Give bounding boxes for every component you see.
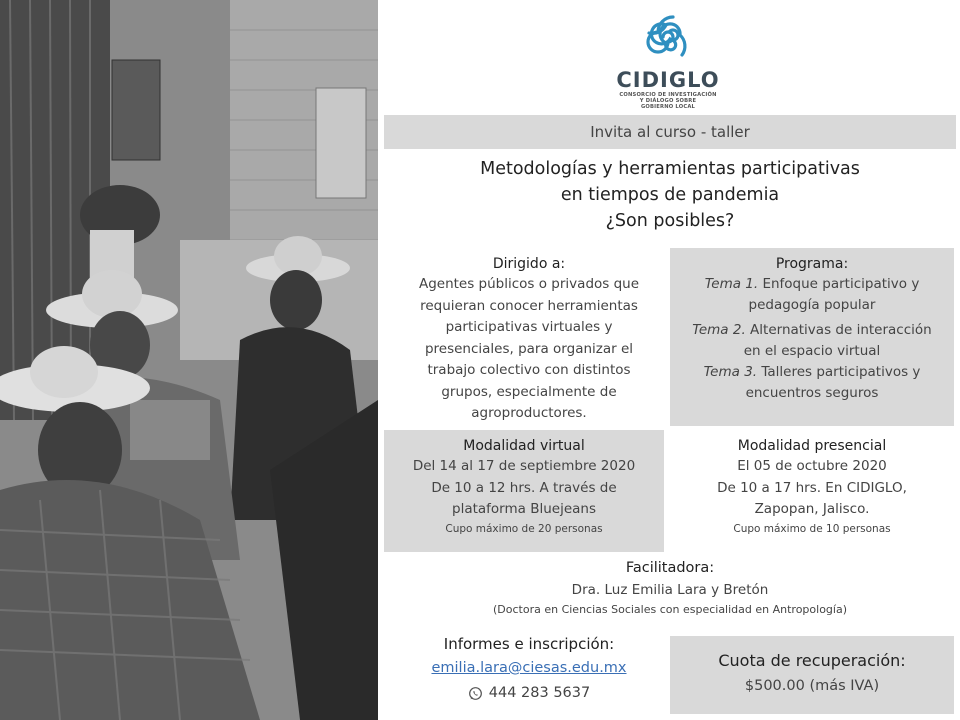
contact-section bbox=[398, 632, 660, 718]
audience-line: presenciales, para organizar el bbox=[424, 340, 634, 357]
fee-amount: $500.00 (más IVA) bbox=[744, 678, 880, 694]
audience-heading: Dirigido a: bbox=[492, 256, 566, 272]
audience-section bbox=[398, 250, 660, 425]
audience-line: Agentes públicos o privados que bbox=[418, 276, 640, 292]
in-person-capacity: Cupo máximo de 10 personas bbox=[733, 522, 891, 535]
in-person-location: Zapopan, Jalisco. bbox=[754, 501, 870, 517]
whatsapp-icon bbox=[468, 686, 483, 701]
topic-3-label: Tema 3. bbox=[703, 364, 758, 380]
logo-subtitle-2: Y DIÁLOGO SOBRE bbox=[639, 98, 697, 104]
workshop-photo bbox=[0, 0, 378, 720]
topic-1-text: Enfoque participativo y bbox=[758, 276, 920, 292]
virtual-platform: plataforma Bluejeans bbox=[452, 501, 596, 517]
virtual-hours: De 10 a 12 hrs. A través de bbox=[431, 479, 617, 496]
invitation-banner: Invita al curso - taller bbox=[384, 115, 956, 149]
title-line-3: ¿Son posibles? bbox=[605, 211, 735, 231]
topic-3 bbox=[670, 362, 954, 383]
course-title bbox=[384, 156, 956, 234]
topic-2-text: Alternativas de interacción bbox=[745, 322, 932, 338]
triskelion-logo-icon bbox=[638, 8, 698, 66]
contact-heading: Informes e inscripción: bbox=[443, 635, 615, 653]
facilitator-credentials: (Doctora en Ciencias Sociales con especialidad en Antropología) bbox=[492, 603, 847, 616]
photo-illustration bbox=[0, 0, 378, 720]
logo-subtitle-3: GOBIERNO LOCAL bbox=[640, 104, 696, 110]
title-line-2: en tiempos de pandemia bbox=[560, 185, 780, 205]
in-person-modality-section bbox=[670, 430, 954, 552]
topic-3-text: Talleres participativos y bbox=[757, 364, 921, 380]
program-heading: Programa: bbox=[775, 256, 849, 272]
logo-wordmark: CIDIGLO bbox=[616, 68, 720, 92]
topic-3-continued: encuentros seguros bbox=[745, 385, 879, 401]
contact-phone[interactable] bbox=[468, 680, 590, 706]
topic-2-label: Tema 2. bbox=[692, 322, 746, 338]
virtual-capacity: Cupo máximo de 20 personas bbox=[445, 522, 603, 535]
fee-section bbox=[670, 636, 954, 714]
logo-subtitle-1: CONSORCIO DE INVESTIGACIÓN bbox=[619, 92, 717, 98]
audience-line: agroproductores. bbox=[471, 405, 587, 421]
virtual-dates: Del 14 al 17 de septiembre 2020 bbox=[412, 458, 636, 474]
in-person-hours: De 10 a 17 hrs. En CIDIGLO, bbox=[717, 479, 907, 496]
audience-line: trabajo colectivo con distintos bbox=[427, 362, 631, 378]
topic-2 bbox=[670, 320, 954, 341]
topic-1-continued: pedagogía popular bbox=[748, 297, 876, 313]
facilitator-section bbox=[384, 557, 956, 623]
audience-line: grupos, especialmente de bbox=[441, 383, 617, 400]
virtual-heading: Modalidad virtual bbox=[463, 438, 585, 454]
facilitator-heading: Facilitadora: bbox=[625, 560, 715, 576]
topic-2-continued: en el espacio virtual bbox=[743, 343, 881, 359]
fee-heading: Cuota de recuperación: bbox=[718, 651, 906, 670]
title-line-1: Metodologías y herramientas participativas bbox=[480, 159, 860, 179]
contact-phone-number: 444 283 5637 bbox=[488, 685, 591, 701]
program-section bbox=[670, 248, 954, 426]
contact-email-link[interactable]: emilia.lara@ciesas.edu.mx bbox=[431, 660, 627, 676]
facilitator-name: Dra. Luz Emilia Lara y Bretón bbox=[571, 582, 769, 598]
audience-line: participativas virtuales y bbox=[445, 319, 613, 335]
audience-line: requieran conocer herramientas bbox=[420, 297, 638, 314]
content-panel bbox=[378, 0, 960, 720]
topic-1 bbox=[670, 274, 954, 295]
virtual-modality-section bbox=[384, 430, 664, 552]
topic-1-label: Tema 1. bbox=[704, 276, 759, 292]
in-person-date: El 05 de octubre 2020 bbox=[737, 458, 887, 474]
cidiglo-logo bbox=[610, 8, 726, 128]
in-person-heading: Modalidad presencial bbox=[737, 438, 887, 454]
